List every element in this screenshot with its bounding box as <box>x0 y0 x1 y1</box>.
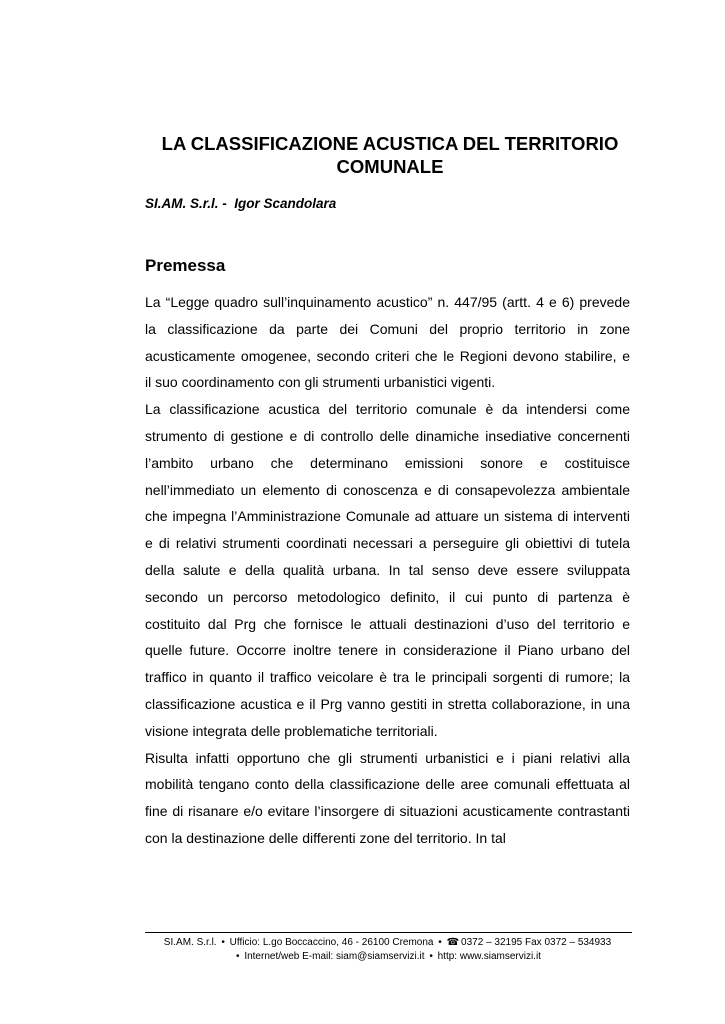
body-line: secondo un percorso metodologico definito, il cui punto di partenza è <box>145 588 630 605</box>
authors: SI.AM. S.r.l. - Igor Scandolara <box>145 196 337 211</box>
body-line: fine di risanare e/o evitare l’insorgere di situazioni acusticamente contrastanti <box>145 803 630 820</box>
body-line: strumento di gestione e di controllo delle dinamiche insediative concernenti <box>145 427 630 444</box>
body-line: La classificazione acustica del territorio comunale è da intendersi come <box>145 401 630 418</box>
body-line: Risulta infatti opportuno che gli strumenti urbanistici e i piani relativi alla <box>145 749 630 766</box>
document-title <box>145 132 635 178</box>
footer-website[interactable]: http: www.siamservizi.it <box>437 951 541 962</box>
body-line: La “Legge quadro sull’inquinamento acustico” n. 447/95 (artt. 4 e 6) prevede <box>145 294 630 310</box>
body-line: classificazione acustica e il Prg vanno gestiti in stretta collaborazione, in una <box>145 695 630 712</box>
footer-divider <box>145 932 632 933</box>
footer-fax: Fax 0372 – 534933 <box>525 937 612 948</box>
footer-web-label: Internet/web <box>244 951 300 962</box>
bullet-separator: • <box>221 937 225 948</box>
footer-line-2 <box>130 950 645 964</box>
telephone-icon: ☎ <box>446 937 460 948</box>
bullet-separator: • <box>438 937 442 948</box>
body-line: con la destinazione delle differenti zone del territorio. In tal <box>145 829 506 846</box>
body-line: e di relativi strumenti coordinati necessari a perseguire gli obiettivi di tutela <box>145 535 630 552</box>
page-footer <box>130 936 645 964</box>
title-line-1: LA CLASSIFICAZIONE ACUSTICA DEL TERRITORIO <box>161 133 619 154</box>
title-line-2: COMUNALE <box>336 156 444 177</box>
body-line: della salute e della qualità urbana. In tal senso deve essere sviluppata <box>145 561 630 578</box>
footer-email[interactable]: E-mail: siam@siamservizi.it <box>302 951 425 962</box>
body-line: che impegna l’Amministrazione Comunale ad attuare un sistema di interventi <box>145 508 630 525</box>
footer-line-1 <box>130 936 645 950</box>
body-line: visione integrata delle problematiche territoriali. <box>145 722 438 739</box>
footer-office: Ufficio: L.go Boccaccino, 46 - 26100 Cremona <box>229 937 434 948</box>
body-line: la classificazione da parte dei Comuni del proprio territorio in zone <box>145 320 630 337</box>
footer-company: SI.AM. S.r.l. <box>163 937 217 948</box>
bullet-separator: • <box>236 951 240 962</box>
body-line: il suo coordinamento con gli strumenti urbanistici vigenti. <box>145 374 496 391</box>
body-line: quelle future. Occorre inoltre tenere in considerazione il Piano urbano del <box>145 642 630 659</box>
section-heading: Premessa <box>145 256 226 275</box>
body-text <box>145 289 630 852</box>
body-line: mobilità tengano conto della classificazione delle aree comunali effettuata al <box>145 776 630 793</box>
body-line: acusticamente omogenee, secondo criteri che le Regioni devono stabilire, e <box>145 347 630 364</box>
body-line: l’ambito urbano che determinano emissioni sonore e costituisce <box>145 454 630 471</box>
bullet-separator: • <box>429 951 433 962</box>
body-line: nell’immediato un elemento di conoscenza e di consapevolezza ambientale <box>145 481 630 498</box>
body-line: traffico in quanto il traffico veicolare è tra le principali sorgenti di rumore; la <box>145 669 630 686</box>
body-line: costituito dal Prg che fornisce le attuali destinazioni d’uso del territorio e <box>145 615 630 632</box>
footer-phone: 0372 – 32195 <box>461 937 523 948</box>
